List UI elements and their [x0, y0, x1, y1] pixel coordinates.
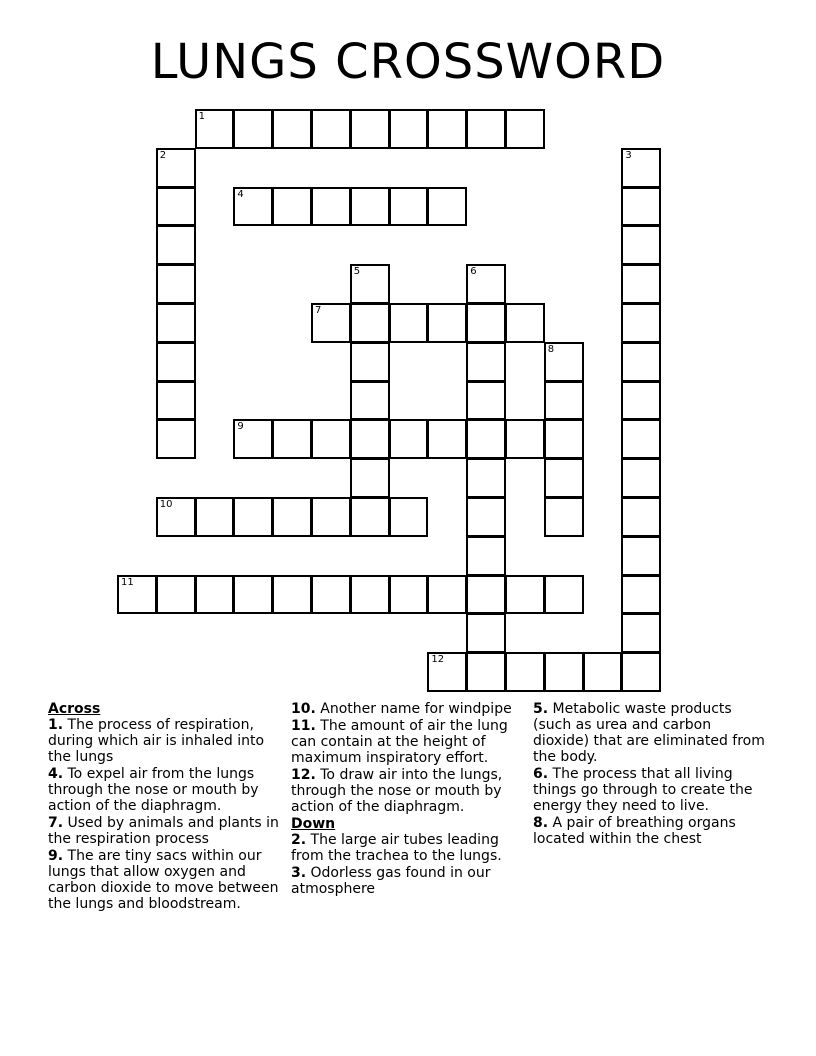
crossword-cell[interactable]: [350, 575, 390, 615]
clue-item-number: 6.: [533, 766, 549, 782]
clue-item-number: 1.: [48, 717, 64, 733]
crossword-cell[interactable]: [621, 613, 661, 653]
crossword-cell[interactable]: [466, 342, 506, 382]
crossword-cell[interactable]: [156, 225, 196, 265]
page-title: LUNGS CROSSWORD: [150, 34, 666, 90]
crossword-cell[interactable]: [505, 652, 545, 692]
clue-item-text: Used by animals and plants in the respiration process: [48, 815, 279, 847]
crossword-cell[interactable]: [389, 187, 429, 227]
crossword-cell[interactable]: [583, 652, 623, 692]
crossword-cell[interactable]: [350, 187, 390, 227]
crossword-cell[interactable]: [233, 419, 273, 459]
clue-item: [48, 848, 284, 912]
crossword-cell[interactable]: [233, 109, 273, 149]
clue-number: 6: [470, 266, 477, 278]
clue-item-text: Metabolic waste products (such as urea and carbon dioxide) that are eliminated from the body.: [533, 701, 765, 765]
clue-item-text: To draw air into the lungs, through the nose or mouth by action of the diaphragm.: [291, 767, 503, 815]
crossword-cell[interactable]: [621, 342, 661, 382]
crossword-cell[interactable]: [466, 264, 506, 304]
crossword-cell[interactable]: [311, 303, 351, 343]
clue-number: 9: [237, 421, 244, 433]
crossword-cell[interactable]: [156, 381, 196, 421]
crossword-cell[interactable]: [156, 148, 196, 188]
crossword-cell[interactable]: [350, 458, 390, 498]
clue-number: 7: [315, 305, 322, 316]
crossword-cell[interactable]: [156, 264, 196, 304]
crossword-cell[interactable]: [389, 497, 429, 537]
clue-number: 11: [121, 576, 134, 588]
clue-number: 8: [547, 343, 555, 355]
crossword-cell[interactable]: [311, 187, 351, 227]
crossword-cell[interactable]: [117, 575, 157, 615]
clue-item: [48, 766, 284, 814]
clue-number: 5: [353, 266, 361, 278]
crossword-cell[interactable]: [505, 303, 545, 343]
clue-item: [533, 701, 769, 765]
crossword-cell[interactable]: [505, 575, 545, 615]
crossword-cell[interactable]: [544, 381, 584, 421]
clue-item-text: The process that all living things go through to create the energy they need to live.: [533, 766, 753, 814]
crossword-cell[interactable]: [311, 497, 351, 537]
crossword-cell[interactable]: [621, 264, 661, 304]
crossword-cell[interactable]: [621, 497, 661, 537]
clue-item: [291, 701, 523, 717]
crossword-cell[interactable]: [621, 536, 661, 576]
clue-number: 4: [237, 188, 244, 200]
crossword-cell[interactable]: [233, 497, 273, 537]
crossword-cell[interactable]: [350, 342, 390, 382]
crossword-cell[interactable]: [621, 303, 661, 343]
crossword-cell[interactable]: [350, 419, 390, 459]
clue-number: 2: [159, 149, 167, 161]
crossword-cell[interactable]: [389, 109, 429, 149]
crossword-cell[interactable]: [505, 419, 545, 459]
crossword-cell[interactable]: [156, 187, 196, 227]
clue-item-number: 12.: [291, 767, 316, 783]
crossword-cell[interactable]: [544, 419, 584, 459]
crossword-cell[interactable]: [466, 109, 506, 149]
crossword-cell[interactable]: [466, 381, 506, 421]
crossword-cell[interactable]: [389, 419, 429, 459]
clue-item: [48, 815, 284, 847]
clues-column-2: [291, 701, 523, 898]
crossword-cell[interactable]: [621, 575, 661, 615]
clue-item-number: 10.: [291, 701, 316, 717]
clue-number: 12: [431, 654, 445, 666]
crossword-cell[interactable]: [156, 575, 196, 615]
clue-number: 3: [625, 149, 632, 161]
crossword-cell[interactable]: [350, 381, 390, 421]
clue-item-number: 3.: [291, 865, 307, 881]
crossword-cell[interactable]: [621, 187, 661, 227]
down-header: Down: [291, 816, 336, 832]
clue-item-text: To expel air from the lungs through the nose or mouth by action of the diaphragm.: [48, 766, 259, 814]
clue-item: [533, 766, 769, 814]
crossword-cell[interactable]: [350, 497, 390, 537]
clue-number: 10: [159, 499, 173, 510]
crossword-cell[interactable]: [427, 109, 467, 149]
crossword-cell[interactable]: [427, 187, 467, 227]
crossword-cell[interactable]: [466, 575, 506, 615]
crossword-cell[interactable]: [427, 419, 467, 459]
clue-item-number: 8.: [533, 815, 549, 831]
clue-item: [533, 815, 769, 847]
crossword-cell[interactable]: [272, 187, 312, 227]
crossword-cell[interactable]: [466, 303, 506, 343]
clue-item-number: 7.: [48, 815, 64, 831]
clue-item-number: 11.: [291, 718, 316, 734]
crossword-cell[interactable]: [272, 109, 312, 149]
crossword-cell[interactable]: [466, 652, 506, 692]
crossword-cell[interactable]: [621, 381, 661, 421]
clue-item: [291, 832, 523, 864]
crossword-cell[interactable]: [427, 652, 467, 692]
clues-column-3: [533, 701, 769, 848]
crossword-cell[interactable]: [427, 575, 467, 615]
crossword-cell[interactable]: [195, 109, 235, 149]
clue-item-text: Another name for windpipe: [315, 701, 512, 717]
crossword-cell[interactable]: [272, 497, 312, 537]
clue-number: 1: [198, 111, 205, 122]
crossword-cell[interactable]: [621, 419, 661, 459]
clue-item-text: A pair of breathing organs located within the chest: [533, 815, 736, 847]
crossword-cell[interactable]: [195, 575, 235, 615]
clue-item-text: The large air tubes leading from the trachea to the lungs.: [291, 832, 502, 864]
crossword-cell[interactable]: [350, 303, 390, 343]
crossword-cell[interactable]: [389, 303, 429, 343]
crossword-cell[interactable]: [544, 652, 584, 692]
clue-item-text: The amount of air the lung can contain at the height of maximum inspiratory effort.: [291, 718, 508, 766]
crossword-cell[interactable]: [156, 497, 196, 537]
clue-item-number: 2.: [291, 832, 307, 848]
crossword-cell[interactable]: [350, 109, 390, 149]
crossword-cell[interactable]: [311, 419, 351, 459]
crossword-cell[interactable]: [544, 342, 584, 382]
clue-item: [291, 865, 523, 897]
clues-column-1: [48, 701, 284, 913]
crossword-cell[interactable]: [427, 303, 467, 343]
clue-item-text: Odorless gas found in our atmosphere: [291, 865, 491, 897]
clue-item: [48, 717, 284, 765]
crossword-cell[interactable]: [156, 419, 196, 459]
clue-item-text: The are tiny sacs within our lungs that allow oxygen and carbon dioxide to move between the lungs and bloodstream.: [48, 848, 279, 912]
clue-item: [291, 767, 523, 815]
crossword-cell[interactable]: [311, 109, 351, 149]
crossword-cell[interactable]: [621, 652, 661, 692]
crossword-cell[interactable]: [621, 458, 661, 498]
crossword-cell[interactable]: [621, 148, 661, 188]
crossword-cell[interactable]: [233, 575, 273, 615]
crossword-cell[interactable]: [156, 342, 196, 382]
crossword-cell[interactable]: [466, 613, 506, 653]
crossword-cell[interactable]: [505, 109, 545, 149]
crossword-cell[interactable]: [466, 458, 506, 498]
crossword-cell[interactable]: [272, 419, 312, 459]
clue-item-number: 9.: [48, 848, 64, 864]
crossword-cell[interactable]: [156, 303, 196, 343]
crossword-cell[interactable]: [466, 536, 506, 576]
crossword-cell[interactable]: [389, 575, 429, 615]
crossword-cell[interactable]: [233, 187, 273, 227]
crossword-cell[interactable]: [544, 497, 584, 537]
crossword-cell[interactable]: [544, 458, 584, 498]
clue-item: [291, 718, 523, 766]
across-header: Across: [48, 701, 101, 717]
clue-item-number: 5.: [533, 701, 549, 717]
clue-item-number: 4.: [48, 766, 64, 782]
crossword-cell[interactable]: [544, 575, 584, 615]
crossword-cell[interactable]: [272, 575, 312, 615]
crossword-cell[interactable]: [350, 264, 390, 304]
crossword-cell[interactable]: [466, 497, 506, 537]
crossword-cell[interactable]: [621, 225, 661, 265]
crossword-cell[interactable]: [466, 419, 506, 459]
crossword-cell[interactable]: [195, 497, 235, 537]
clue-item-text: The process of respiration, during which air is inhaled into the lungs: [48, 717, 265, 765]
crossword-cell[interactable]: [311, 575, 351, 615]
